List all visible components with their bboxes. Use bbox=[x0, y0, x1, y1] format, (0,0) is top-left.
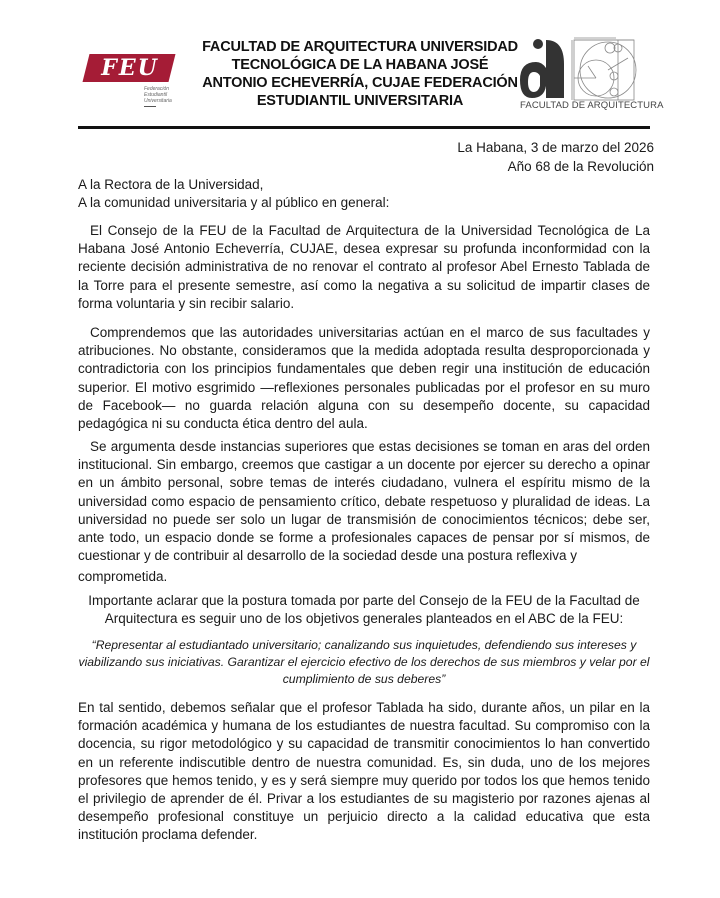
letterhead-title bbox=[200, 38, 520, 110]
feu-subtitle-line: Federación bbox=[144, 86, 170, 92]
feu-logo-underline bbox=[144, 106, 156, 107]
title-line: ESTUDIANTIL UNIVERSITARIA bbox=[256, 93, 464, 109]
feu-logo-text: FEU bbox=[101, 55, 159, 81]
paragraph-1 bbox=[78, 222, 650, 313]
feu-logo-subtitle bbox=[144, 86, 184, 104]
feu-logo bbox=[86, 54, 178, 114]
paragraph-text: El Consejo de la FEU de la Facultad de Arquitectura de la Universidad Tecnológica de La Habana José Antonio Echeverría, CUJAE, desea expresar su profunda inconformidad con la reciente decisión administrativa de no renovar el contrato al profesor Abel Ernesto Tablada de la Torre para el presente semestre, así como la negativa a su solicitud de impartir clases de forma voluntaria y sin recibir salario. bbox=[78, 223, 650, 311]
title-line: TECNOLÓGICA DE LA HABANA JOSÉ bbox=[231, 57, 489, 73]
faculty-logo-caption: FACULTAD DE ARQUITECTURA bbox=[520, 100, 664, 111]
abc-quote: “Representar al estudiantado universitario; canalizando sus inquietudes, defendiendo sus intereses y viabilizando sus iniciativas. Garantizar el ejercicio efectivo de los derechos de sus miembros y velar por el cumplimiento de sus deberes” bbox=[78, 638, 650, 686]
header-divider bbox=[78, 126, 650, 129]
addressee-line: A la comunidad universitaria y al público en general: bbox=[78, 195, 390, 210]
addressee-line: A la Rectora de la Universidad, bbox=[78, 177, 264, 192]
paragraph-text: Se argumenta desde instancias superiores que estas decisiones se toman en aras del orden institucional. Sin embargo, creemos que castigar a un docente por ejercer su derecho a opinar en un ámbito personal, sobre temas de interés ciudadano, vulnera el espíritu mismo de la universidad como espacio de pensamiento crítico, debate respetuoso y pluralidad de ideas. La universidad no puede ser solo un lugar de transmisión de conocimientos técnicos; debe ser, ante todo, un espacio donde se forme a profesionales capaces de pensar por sí mismos, de cuestionar y de contribuir al desarrollo de la sociedad desde una postura reflexiva y bbox=[78, 439, 650, 564]
paragraph-2 bbox=[78, 324, 650, 433]
paragraph-text-last: comprometida. bbox=[78, 569, 168, 585]
date-block bbox=[457, 138, 654, 176]
title-line: FACULTAD DE ARQUITECTURA UNIVERSIDAD bbox=[202, 39, 518, 55]
feu-subtitle-line: Estudiantil bbox=[144, 92, 168, 98]
place-date: La Habana, 3 de marzo del 2026 bbox=[457, 140, 654, 155]
feu-subtitle-line: Universitaria bbox=[144, 98, 172, 104]
paragraph-3 bbox=[78, 438, 650, 587]
addressee bbox=[78, 176, 389, 212]
title-line: ANTONIO ECHEVERRÍA, CUJAE FEDERACIÓN bbox=[202, 75, 518, 91]
paragraph-text: Comprendemos que las autoridades universitarias actúan en el marco de sus facultades y atribuciones. No obstante, consideramos que la medida adoptada resulta desproporcionada y contradictoria con los principios fundamentales que deben regir una institución de educación superior. El motivo esgrimido —reflexiones personales publicadas por el profesor en su muro de Facebook— no guarda relación alguna con su desempeño docente, su capacidad pedagógica ni su conducta ética dentro del aula. bbox=[78, 325, 650, 432]
paragraph-5 bbox=[78, 699, 650, 845]
year-note: Año 68 de la Revolución bbox=[507, 159, 654, 174]
paragraph-text: Importante aclarar que la postura tomada por parte del Consejo de la FEU de la Facultad de Arquitectura es seguir uno de los objetivos generales planteados en el ABC de la FEU: bbox=[88, 593, 640, 627]
paragraph-text: En tal sentido, debemos señalar que el profesor Tablada ha sido, durante años, un pilar en la formación académica y humana de los estudiantes de nuestra facultad. Su compromiso con la docencia, su rigor metodológico y su capacidad de transmitir conocimientos lo han convertido en un referente indiscutible dentro de nuestra comunidad. Es, sin duda, uno de los mejores profesores que hemos tenido, y es y será siempre muy querido por todos los que hemos tenido el privilegio de aprender de él. Privar a los estudiantes de su magisterio por razones ajenas al desempeño profesional constituye un perjuicio directo a la calidad educativa que esta institución proclama defender. bbox=[78, 700, 650, 843]
paragraph-4 bbox=[78, 592, 650, 628]
